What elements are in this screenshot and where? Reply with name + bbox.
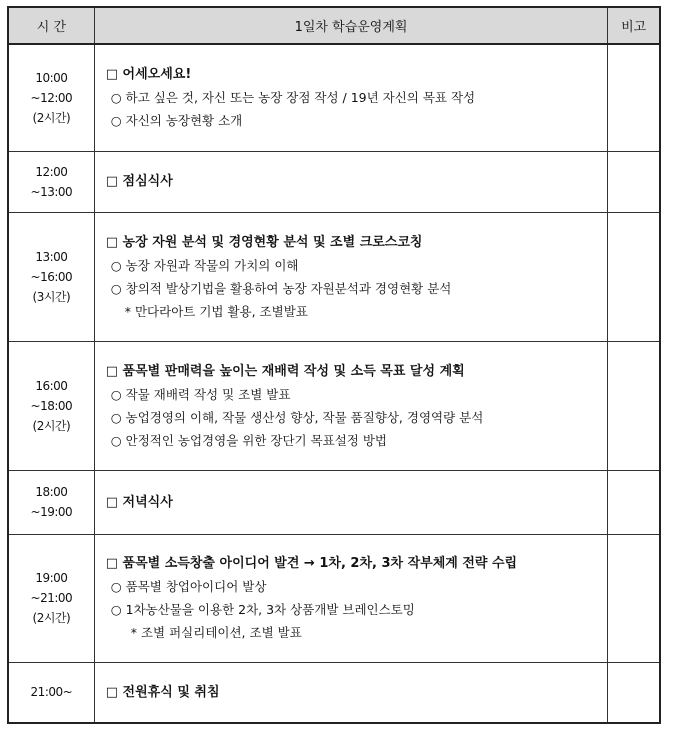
start-time: 21:00~	[30, 685, 73, 700]
start-time: 10:00	[35, 70, 68, 85]
start-time: 18:00	[35, 485, 68, 499]
schedule-row	[8, 151, 660, 212]
session-item: ○ 농업경영의 이해, 작물 생산성 향상, 작물 품질향상, 경영역량 분석	[110, 409, 484, 425]
end-time: ~19:00	[30, 505, 73, 519]
time-cell	[8, 44, 94, 151]
session-title: □ 저녁식사	[105, 494, 173, 510]
end-time: ~21:00	[30, 591, 73, 605]
plan-cell	[94, 44, 608, 151]
session-note: * 만다라아트 기법 활용, 조별발표	[124, 303, 308, 319]
time-cell	[8, 341, 94, 470]
remark-cell	[608, 662, 660, 723]
session-title: □ 농장 자원 분석 및 경영현황 분석 및 조별 크로스코칭	[105, 234, 423, 250]
time-cell	[8, 662, 94, 723]
session-item: ○ 작물 재배력 작성 및 조별 발표	[110, 386, 291, 402]
plan-cell	[94, 151, 608, 212]
session-title: □ 전원휴식 및 취침	[105, 684, 220, 700]
time-cell	[8, 151, 94, 212]
schedule-row	[8, 44, 660, 151]
schedule-row	[8, 534, 660, 662]
schedule-row	[8, 341, 660, 470]
plan-cell	[94, 470, 608, 534]
time-cell	[8, 470, 94, 534]
end-time: ~13:00	[30, 184, 73, 199]
schedule-table	[7, 6, 661, 724]
session-item: ○ 1차농산물을 이용한 2차, 3차 상품개발 브레인스토밍	[110, 602, 415, 617]
session-item: ○ 자신의 농장현황 소개	[110, 113, 243, 129]
session-note: * 조별 퍼실리테이션, 조별 발표	[130, 625, 302, 640]
remark-cell	[608, 151, 660, 212]
start-time: 13:00	[35, 249, 68, 264]
remark-cell	[608, 470, 660, 534]
duration: (2시간)	[32, 418, 71, 433]
session-title: □ 어세오세요!	[105, 67, 192, 83]
plan-cell	[94, 212, 608, 341]
header-plan: 1일차 학습운영계획	[94, 7, 608, 44]
session-item: ○ 품목별 창업아이디어 발상	[110, 579, 267, 594]
end-time: ~18:00	[30, 398, 73, 413]
session-item: ○ 창의적 발상기법을 활용하여 농장 자원분석과 경영현황 분석	[110, 280, 452, 296]
session-title: □ 품목별 판매력을 높이는 재배력 작성 및 소득 목표 달성 계획	[105, 363, 465, 379]
duration: (2시간)	[32, 110, 71, 125]
plan-cell	[94, 534, 608, 662]
time-cell	[8, 212, 94, 341]
remark-cell	[608, 534, 660, 662]
plan-cell	[94, 341, 608, 470]
duration: (2시간)	[32, 611, 71, 625]
remark-cell	[608, 212, 660, 341]
end-time: ~12:00	[30, 90, 73, 105]
start-time: 12:00	[35, 164, 68, 179]
header-row	[8, 7, 660, 44]
time-cell	[8, 534, 94, 662]
remark-cell	[608, 341, 660, 470]
session-title: □ 품목별 소득창출 아이디어 발견 → 1차, 2차, 3차 작부체계 전략 수립	[105, 556, 518, 571]
schedule-row	[8, 662, 660, 723]
session-title: □ 점심식사	[105, 174, 173, 189]
remark-cell	[608, 44, 660, 151]
end-time: ~16:00	[30, 269, 73, 284]
schedule-row	[8, 470, 660, 534]
schedule-row	[8, 212, 660, 341]
header-note: 비고	[608, 7, 660, 44]
session-item: ○ 하고 싶은 것, 자신 또는 농장 장점 작성 / 19년 자신의 목표 작성	[110, 90, 476, 106]
header-time: 시 간	[8, 7, 94, 44]
session-item: ○ 안정적인 농업경영을 위한 장단기 목표설정 방법	[110, 432, 387, 448]
start-time: 19:00	[35, 571, 68, 585]
plan-cell	[94, 662, 608, 723]
session-item: ○ 농장 자원과 작물의 가치의 이해	[110, 257, 299, 273]
start-time: 16:00	[35, 378, 68, 393]
duration: (3시간)	[32, 289, 71, 304]
